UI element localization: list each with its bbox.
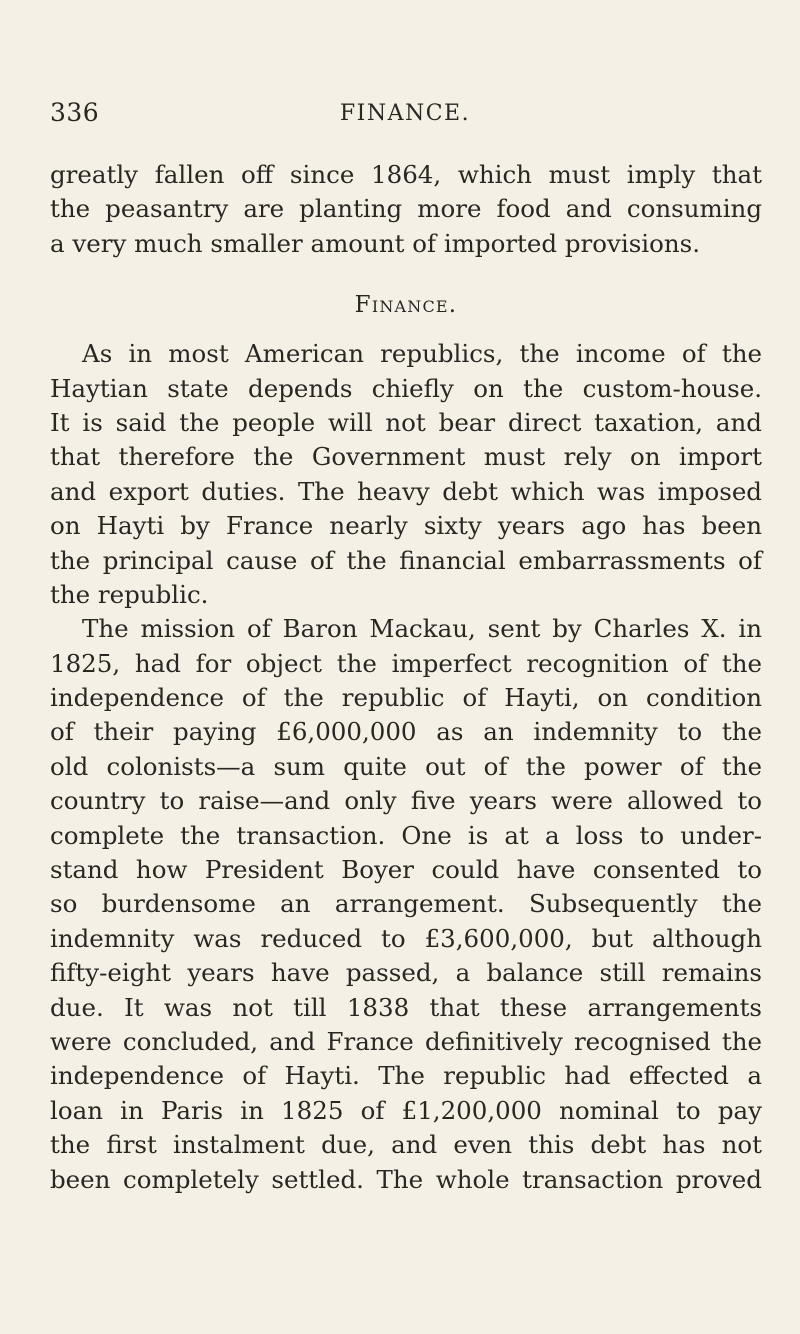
text-line: a very much smaller amount of imported provisions. [50, 228, 700, 258]
text-line: loan in Paris in 1825 of £1,200,000 nominal to pay [50, 1095, 762, 1125]
page-number: 336 [50, 98, 100, 127]
text-line: so burdensome an arrangement. Subsequently the [50, 889, 762, 919]
body-text [50, 158, 762, 1197]
running-title: FINANCE. [339, 101, 471, 126]
text-line: The mission of Baron Mackau, sent by Charles X. in [82, 614, 762, 644]
text-line: of their paying £6,000,000 as an indemnity to the [50, 717, 762, 747]
text-line: independence of Hayti. The republic had effected a [50, 1061, 762, 1091]
text-line: that therefore the Government must rely on import [50, 442, 762, 472]
text-line: and export duties. The heavy debt which was imposed [50, 476, 762, 506]
text-line: complete the transaction. One is at a loss to under- [50, 820, 762, 850]
text-line: stand how President Boyer could have consented to [50, 855, 762, 885]
text-line: 1825, had for object the imperfect recognition of the [50, 648, 762, 678]
text-line: the peasantry are planting more food and consuming [50, 194, 762, 224]
text-line: It is said the people will not bear direct taxation, and [50, 407, 762, 437]
text-line: old colonists—a sum quite out of the power of the [50, 751, 762, 781]
text-line: were concluded, and France definitively recognised the [50, 1026, 762, 1056]
paragraph-continuation [50, 158, 762, 261]
text-line: the principal cause of the financial embarrassments of [50, 545, 762, 575]
text-line: independence of the republic of Hayti, on condition [50, 683, 762, 713]
text-line: fifty-eight years have passed, a balance still remains [50, 958, 762, 988]
paragraph-mission [50, 612, 762, 1197]
text-line: the first instalment due, and even this debt has not [50, 1130, 762, 1160]
text-line: greatly fallen off since 1864, which must imply that [50, 160, 762, 189]
text-line: indemnity was reduced to £3,600,000, but although [50, 923, 762, 953]
text-line: been completely settled. The whole transaction proved [50, 1164, 762, 1194]
text-line: As in most American republics, the income of the [82, 339, 762, 369]
paragraph-income [50, 337, 762, 612]
text-line: due. It was not till 1838 that these arrangements [50, 992, 762, 1022]
section-heading: Finance. [354, 292, 458, 319]
running-head [50, 98, 760, 138]
text-line: Haytian state depends chiefly on the custom-house. [50, 373, 762, 403]
text-line: on Hayti by France nearly sixty years ago has been [50, 511, 762, 541]
text-line: country to raise—and only five years were allowed to [50, 786, 762, 816]
text-line: the republic. [50, 579, 209, 609]
